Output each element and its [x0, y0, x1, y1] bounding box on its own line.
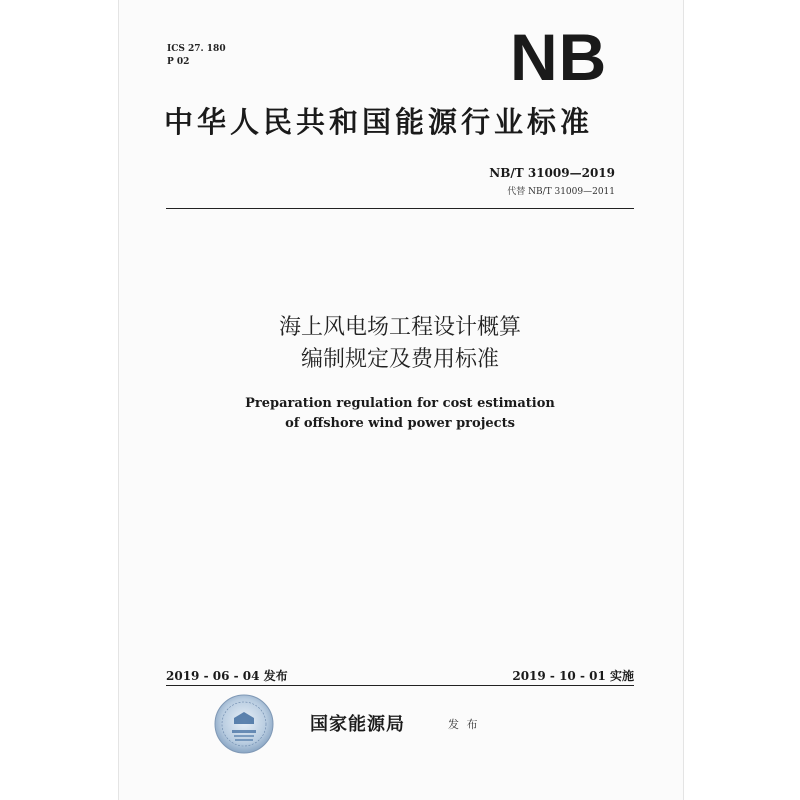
replaces-code: 代替 NB/T 31009—2011: [507, 187, 615, 197]
ccs-code: P 02: [167, 57, 190, 67]
title-cn-line-1: 海上风电场工程设计概算: [278, 315, 521, 340]
implementation-date: 2019 - 10 - 01 实施: [512, 669, 634, 683]
nb-logo: NB: [510, 20, 608, 94]
standard-type: 中华人民共和国能源行业标准: [164, 105, 594, 139]
classification-codes: [167, 43, 226, 69]
issuing-authority: 国家能源局: [310, 714, 405, 735]
title-cn-line-2: 编制规定及费用标准: [300, 347, 499, 372]
publish-label: 发 布: [448, 718, 480, 731]
title-chinese: [0, 312, 800, 376]
ics-code: ICS 27. 180: [167, 44, 226, 54]
standard-code: NB/T 31009—2019: [489, 166, 615, 180]
title-en-line-1: Preparation regulation for cost estimation: [245, 396, 555, 411]
bottom-divider: [166, 685, 634, 686]
issue-date: 2019 - 06 - 04 发布: [166, 669, 288, 683]
top-divider: [166, 208, 634, 209]
title-english: [0, 394, 800, 434]
anti-counterfeit-seal-icon: [214, 694, 274, 754]
title-en-line-2: of offshore wind power projects: [285, 416, 515, 431]
